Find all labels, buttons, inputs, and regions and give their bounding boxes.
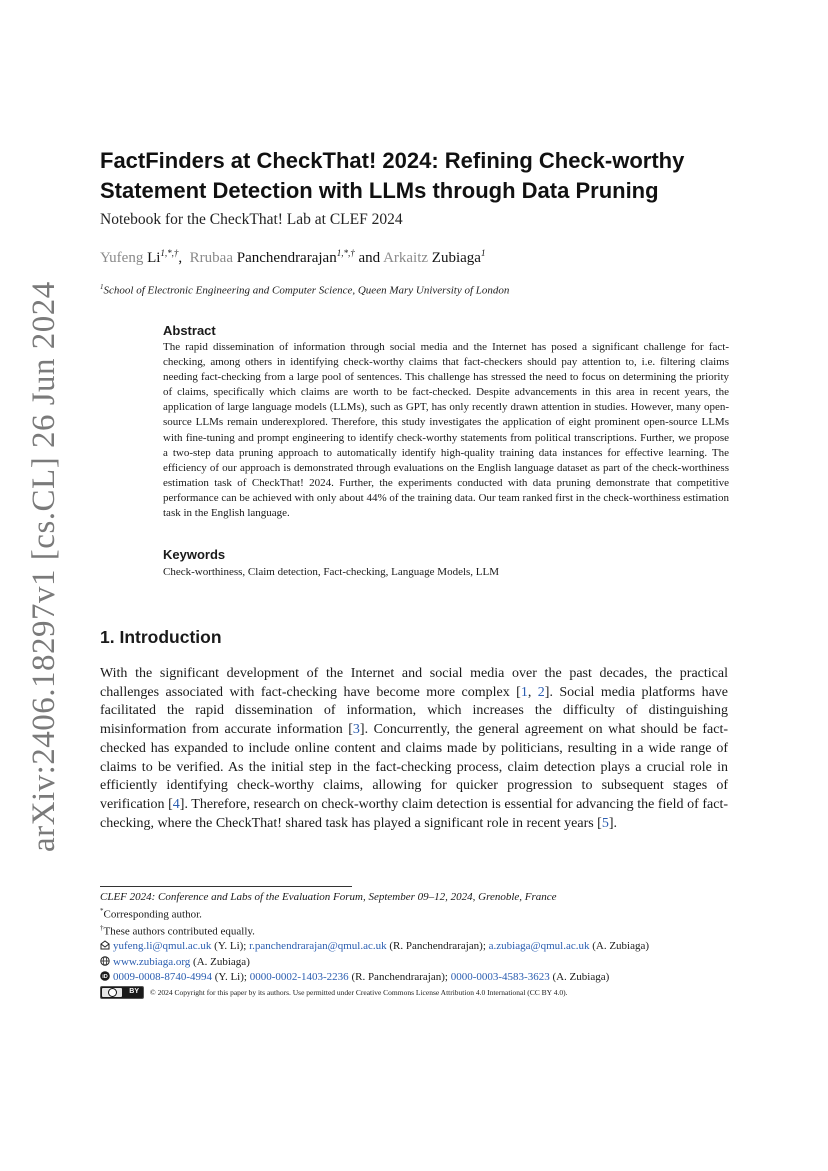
affiliation: $^1$School of Electronic Engineering and Computer Science, Queen Mary University of London [100,283,510,297]
website-link[interactable]: www.zubiaga.org [113,956,191,968]
footnote-orcids: iD 0009-0008-8740-4994 (Y. Li); 0000-0002-1403-2236 (R. Panchendrarajan); 0000-0003-4583-3623 (A. Zubiaga) [100,971,609,983]
cc-badge-left [102,988,122,997]
email-link-li[interactable]: yufeng.li@qmul.ac.uk [113,940,212,952]
citation-link[interactable]: 4 [172,796,180,812]
cc-icon [108,988,117,997]
creative-commons-badge[interactable] [100,986,144,999]
email-icon [100,940,110,950]
cc-by-label: BY [129,988,139,995]
footnote-equal-contribution: †These authors contributed equally. [100,924,255,938]
orcid-icon [100,971,110,981]
introduction-paragraph: With the significant development of the Internet and social media over the past decades, the practical challenges associated with fact-checking have become more complex [1, 2]. Social media platforms have facilitated the rapid dissemination of information, which increases the difficulty of distinguishing misinformation from accurate information [3]. Concurrently, the general agreement on what should be fact-checked has expanded to include online content and claims made by politicians, resulting in a wide range of claims to be verified. As the initial step in the fact-checking process, claim detection plays a crucial role in efficiently identifying check-worthy claims, allowing for quicker progression to subsequent stages of verification [4]. Therefore, research on check-worthy claim detection is essential for advancing the field of fact-checking, where the CheckThat! shared task has played a significant role in recent years [5]. [100,666,729,831]
email-link-zubiaga[interactable]: a.zubiaga@qmul.ac.uk [488,940,590,952]
copyright-notice: © 2024 Copyright for this paper by its authors. Use permitted under Creative Commons License Attribution 4.0 International (CC BY 4.0). [150,988,568,997]
citation-link[interactable]: 3 [352,722,360,738]
orcid-link-li[interactable]: 0009-0008-8740-4994 [113,971,212,983]
keywords-text: Check-worthiness, Claim detection, Fact-checking, Language Models, LLM [163,566,500,578]
abstract-heading: Abstract [163,323,216,338]
footnote-divider [100,886,352,887]
citation-link[interactable]: 2 [537,684,545,700]
paper-subtitle: Notebook for the CheckThat! Lab at CLEF 2024 [100,211,403,228]
orcid-link-panchendrarajan[interactable]: 0000-0002-1403-2236 [249,971,349,983]
footnote-conference: CLEF 2024: Conference and Labs of the Evaluation Forum, September 09–12, 2024, Grenoble, France [100,891,557,903]
author-list: Yufeng $Li^{1,*,\dagger}$, Rrubaa Panchendrarajan$^{1,*,\dagger}$ and Arkaitz Zubiaga$^1$ [100,248,486,266]
orcid-link-zubiaga[interactable]: 0000-0003-4583-3623 [450,971,550,983]
svg-text:iD: iD [102,974,108,981]
paper-title: FactFinders at CheckThat! 2024: Refining Check-worthy Statement Detection with LLMs through Data Pruning [100,148,685,203]
citation-link[interactable]: 5 [601,815,609,831]
citation-link[interactable]: 1 [520,684,528,700]
email-link-panchendrarajan[interactable]: r.panchendrarajan@qmul.ac.uk [249,940,387,952]
footnote-emails: yufeng.li@qmul.ac.uk (Y. Li); r.panchendrarajan@qmul.ac.uk (R. Panchendrarajan); a.zubiaga@qmul.ac.uk (A. Zubiaga) [100,940,649,952]
footnote-website: www.zubiaga.org (A. Zubiaga) [100,956,250,968]
author-2: Rrubaa Panchendrarajan$^{1,*,\dagger}$ [189,248,355,266]
section-heading-introduction: 1. Introduction [100,627,222,647]
author-1: Yufeng $Li^{1,*,\dagger}$ [100,248,179,266]
globe-icon [100,956,110,966]
author-3: Arkaitz Zubiaga$^1$ [383,248,486,266]
keywords-heading: Keywords [163,547,226,562]
footnote-corresponding: *Corresponding author. [100,907,202,921]
abstract-text: The rapid dissemination of information through social media and the Internet has posed a significant challenge for fact-checking, among others in identifying check-worthy claims that fact-checkers should pay attention to, i.e. filtering claims needing fact-checking from a large pool of sentences. This challenge has stressed the need to focus on determining the priority of claims, specifically which claims are worth to be fact-checked. Despite advancements in this area in recent years, the application of large language models (LLMs), such as GPT, has only recently drawn attention in studies. However, many open-source LLMs remain underexplored. Therefore, this study investigates the application of eight prominent open-source LLMs with fine-tuning and prompt engineering to identify check-worthy statements from political transcriptions. Further, we propose a two-step data pruning approach to automatically identify high-quality training data instances for effective learning. The efficiency of our approach is demonstrated through evaluations on the English language dataset as part of the check-worthiness estimation task of CheckThat! 2024. Further, the experiments conducted with data pruning demonstrate that competitive performance can be achieved with only about 44% of the training data. Our team ranked first in the check-worthiness estimation task in the English language. [163,341,729,520]
arxiv-identifier: arXiv:2406.18297v1 [cs.CL] 26 Jun 2024 [26,281,62,852]
